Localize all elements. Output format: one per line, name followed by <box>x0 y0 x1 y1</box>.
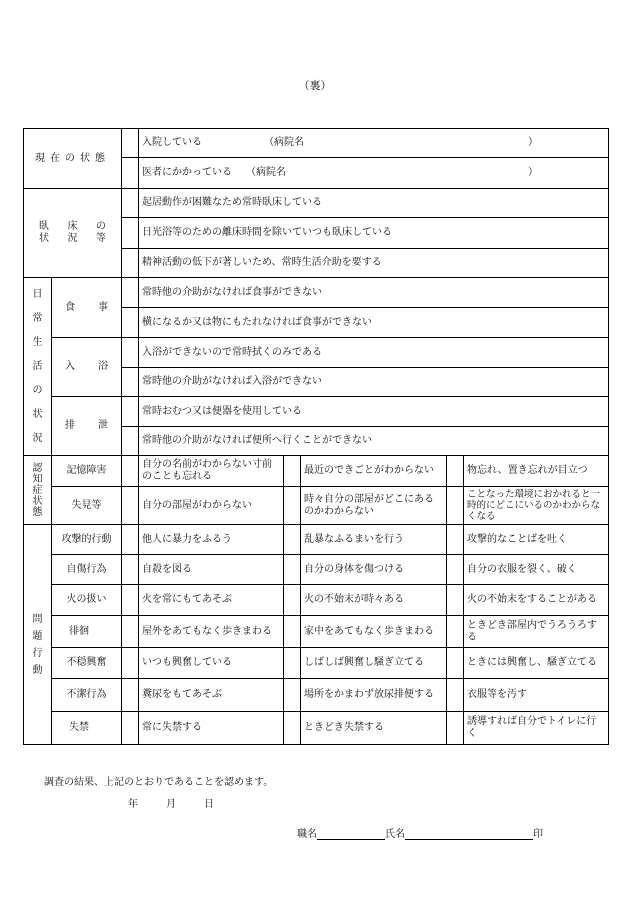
behavior-item: 乱暴なふるまいを行う <box>301 525 447 555</box>
behavior-type-label: 徘徊 <box>52 616 122 648</box>
checkbox-cell[interactable] <box>122 189 139 218</box>
checkbox-cell[interactable] <box>447 712 464 745</box>
dementia-label: 認 知 症 状 態 <box>24 456 52 525</box>
behavior-item: 自分の衣服を裂く、破く <box>464 555 609 585</box>
excretion-label: 排 泄 <box>52 397 122 456</box>
checkbox-cell[interactable] <box>447 555 464 585</box>
checkbox-cell[interactable] <box>447 456 464 487</box>
checkbox-cell[interactable] <box>447 648 464 679</box>
checkbox-cell[interactable] <box>447 525 464 555</box>
seeing-doctor-text: 医者にかかっている <box>142 167 232 178</box>
behavior-row <box>24 585 609 616</box>
checkbox-cell[interactable] <box>122 397 139 427</box>
behavior-row <box>24 648 609 679</box>
behavior-row <box>24 616 609 648</box>
behavior-item: 場所をかまわず放尿排便する <box>301 679 447 712</box>
checkbox-cell[interactable] <box>122 338 139 368</box>
checkbox-cell[interactable] <box>447 585 464 616</box>
behavior-item: 自殺を図る <box>139 555 284 585</box>
day-label: 日 <box>204 799 214 810</box>
behavior-item: しばしば興奮し騒ぎ立てる <box>301 648 447 679</box>
checkbox-cell[interactable] <box>284 555 301 585</box>
bedridden-item: 精神活動の低下が著しいため、常時生活介助を要する <box>139 249 609 278</box>
checkbox-cell[interactable] <box>122 555 139 585</box>
meal-item: 常時他の介助がなければ食事ができない <box>139 278 609 308</box>
dementia-item: 物忘れ、置き忘れが目立つ <box>464 456 609 487</box>
checkbox-cell[interactable] <box>284 525 301 555</box>
dementia-row <box>24 456 609 487</box>
behavior-item: 火の不始末が時々ある <box>301 585 447 616</box>
checkbox-cell[interactable] <box>122 368 139 397</box>
dementia-item: ことなった環境におかれると一時的にどこにいるのかわからなくなる <box>464 487 609 525</box>
checkbox-cell[interactable] <box>122 487 139 525</box>
checkbox-cell[interactable] <box>122 456 139 487</box>
checkbox-cell[interactable] <box>122 648 139 679</box>
checkbox-cell[interactable] <box>122 308 139 338</box>
excretion-item: 常時他の介助がなければ便所へ行くことができない <box>139 427 609 456</box>
behavior-item: 屋外をあてもなく歩きまわる <box>139 616 284 648</box>
close-paren: ） <box>528 167 539 178</box>
behavior-type-label: 攻撃的行動 <box>52 525 122 555</box>
behavior-item: いつも興奮している <box>139 648 284 679</box>
checkbox-cell[interactable] <box>122 278 139 308</box>
behavior-type-label: 失禁 <box>52 712 122 745</box>
behavior-type-label: 不潔行為 <box>52 679 122 712</box>
behavior-type-label: 火の扱い <box>52 585 122 616</box>
checkbox-cell[interactable] <box>284 679 301 712</box>
behavior-type-label: 自傷行為 <box>52 555 122 585</box>
bath-item: 入浴ができないので常時拭くのみである <box>139 338 609 368</box>
date-line <box>128 795 242 810</box>
title-label: 職名 <box>297 829 317 840</box>
behavior-item: 火を常にもてあそぶ <box>139 585 284 616</box>
checkbox-cell[interactable] <box>122 249 139 278</box>
checkbox-cell[interactable] <box>122 427 139 456</box>
dementia-item: 自分の部屋がわからない <box>139 487 284 525</box>
behavior-item: 誘導すれば自分でトイレに行く <box>464 712 609 745</box>
behavior-item: 衣服等を汚す <box>464 679 609 712</box>
daily-life-row <box>24 278 609 308</box>
page-label: （裏） <box>298 79 332 92</box>
current-status-row-1 <box>24 129 609 158</box>
checkbox-cell[interactable] <box>447 679 464 712</box>
behavior-row <box>24 712 609 745</box>
daily-life-row <box>24 338 609 368</box>
checkbox-cell[interactable] <box>122 712 139 745</box>
checkbox-cell[interactable] <box>284 616 301 648</box>
checkbox-cell[interactable] <box>122 525 139 555</box>
behavior-item: 火の不始末をすることがある <box>464 585 609 616</box>
checkbox-cell[interactable] <box>122 679 139 712</box>
checkbox-cell[interactable] <box>122 158 139 189</box>
bath-item: 常時他の介助がなければ入浴ができない <box>139 368 609 397</box>
checkbox-cell[interactable] <box>284 648 301 679</box>
bedridden-item: 日光浴等のための離床時間を除いていつも臥床している <box>139 218 609 249</box>
behavior-type-label: 不穏興奮 <box>52 648 122 679</box>
behavior-item: ときどき部屋内でうろうろする <box>464 616 609 648</box>
year-label: 年 <box>128 799 138 810</box>
meal-label: 食 事 <box>52 278 122 338</box>
checkbox-cell[interactable] <box>284 712 301 745</box>
month-label: 月 <box>166 799 176 810</box>
bedridden-label: 臥 床 の 状 況 等 <box>24 189 122 278</box>
meal-item: 横になるか又は物にもたれなければ食事ができない <box>139 308 609 338</box>
dementia-item: 自分の名前がわからない寸前のことも忘れる <box>139 456 284 487</box>
hospital-name-label: （病院名 <box>246 167 286 178</box>
checkbox-cell[interactable] <box>122 218 139 249</box>
seal-label: 印 <box>533 829 543 840</box>
daily-life-label: 日 常 生 活 の 状 況 <box>24 278 52 456</box>
behavior-row <box>24 555 609 585</box>
checkbox-cell[interactable] <box>284 456 301 487</box>
daily-life-row <box>24 397 609 427</box>
dementia-row <box>24 487 609 525</box>
close-paren: ） <box>528 137 539 148</box>
disorientation-label: 失見等 <box>52 487 122 525</box>
hospital-name-label: （病院名 <box>264 137 304 148</box>
behavior-item: 常に失禁する <box>139 712 284 745</box>
name-field[interactable] <box>405 827 533 840</box>
dementia-item: 最近のできごとがわからない <box>301 456 447 487</box>
checkbox-cell[interactable] <box>284 585 301 616</box>
checkbox-cell[interactable] <box>122 616 139 648</box>
behavior-item: 自分の身体を傷つける <box>301 555 447 585</box>
checkbox-cell[interactable] <box>447 487 464 525</box>
dementia-item: 時々自分の部屋がどこにあるのかわからない <box>301 487 447 525</box>
behavior-row <box>24 679 609 712</box>
current-status-label: 現在の状態 <box>24 129 122 189</box>
checkbox-cell[interactable] <box>284 487 301 525</box>
behavior-item: 糞尿をもてあそぶ <box>139 679 284 712</box>
behavior-item: 家中をあてもなく歩きまわる <box>301 616 447 648</box>
survey-table <box>23 128 609 745</box>
behavior-item: ときには興奮し、騒ぎ立てる <box>464 648 609 679</box>
behavior-item: ときどき失禁する <box>301 712 447 745</box>
name-label: 氏名 <box>385 829 405 840</box>
checkbox-cell[interactable] <box>122 585 139 616</box>
excretion-item: 常時おむつ又は便器を使用している <box>139 397 609 427</box>
checkbox-cell[interactable] <box>447 616 464 648</box>
certification-statement: 調査の結果、上記のとおりであることを認めます。 <box>44 777 274 788</box>
behavior-label: 問 題 行 動 <box>24 525 52 745</box>
title-field[interactable] <box>317 827 385 840</box>
behavior-row <box>24 525 609 555</box>
hospitalized-text: 入院している <box>142 137 202 148</box>
bath-label: 入 浴 <box>52 338 122 397</box>
behavior-item: 攻撃的なことばを吐く <box>464 525 609 555</box>
memory-label: 記憶障害 <box>52 456 122 487</box>
behavior-item: 他人に暴力をふるう <box>139 525 284 555</box>
bedridden-item: 起居動作が困難なため常時臥床している <box>139 189 609 218</box>
signature-line <box>297 825 543 840</box>
bedridden-row-1 <box>24 189 609 218</box>
checkbox-cell[interactable] <box>122 129 139 158</box>
